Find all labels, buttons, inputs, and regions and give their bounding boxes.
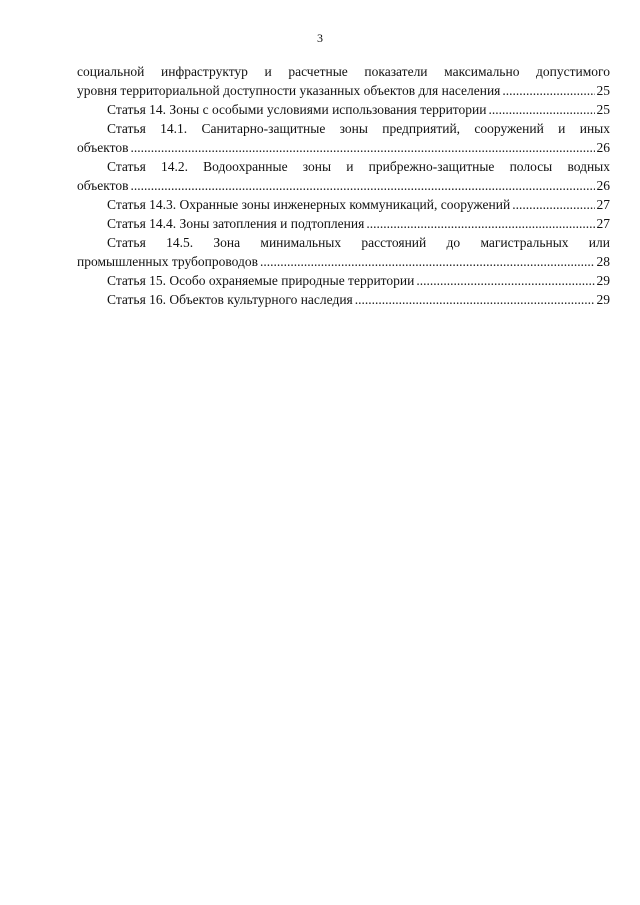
dot-leader xyxy=(366,214,594,233)
toc-entry-last-line xyxy=(77,100,610,119)
toc-entry xyxy=(77,119,610,157)
toc-entry xyxy=(77,195,610,214)
page-number: 3 xyxy=(317,31,323,45)
toc-entry-page: 26 xyxy=(596,178,610,193)
toc-entry-text-line: социальной инфраструктур и расчетные показатели максимально допустимого xyxy=(77,64,610,79)
dot-leader xyxy=(130,176,594,195)
toc-entry-last-line xyxy=(77,176,610,195)
toc-entry-title: уровня территориальной доступности указанных объектов для населения xyxy=(77,83,501,98)
toc-entry-title: Статья 15. Особо охраняемые природные территории xyxy=(107,273,415,288)
toc-entry-page: 28 xyxy=(596,254,610,269)
toc-entry-text-line: Статья 14.5. Зона минимальных расстояний до магистральных или xyxy=(107,235,610,250)
toc-entry-last-line xyxy=(77,290,610,309)
toc-entry-title: Статья 14. Зоны с особыми условиями использования территории xyxy=(107,102,487,117)
toc-entry xyxy=(77,214,610,233)
toc-entry-title: Статья 14.4. Зоны затопления и подтопления xyxy=(107,216,365,231)
table-of-contents xyxy=(77,62,610,309)
toc-entry-title: промышленных трубопроводов xyxy=(77,254,259,269)
dot-leader xyxy=(488,100,594,119)
toc-entry-title: Статья 14.3. Охранные зоны инженерных коммуникаций, сооружений xyxy=(107,197,511,212)
toc-entry-last-line xyxy=(77,195,610,214)
toc-entry-page: 27 xyxy=(596,197,610,212)
toc-entry xyxy=(77,100,610,119)
toc-entry xyxy=(77,290,610,309)
dot-leader xyxy=(512,195,594,214)
dot-leader xyxy=(355,290,595,309)
dot-leader xyxy=(130,138,594,157)
dot-leader xyxy=(416,271,594,290)
dot-leader xyxy=(502,81,594,100)
toc-entry-page: 29 xyxy=(596,273,610,288)
toc-entry xyxy=(77,233,610,271)
toc-entry xyxy=(77,157,610,195)
toc-entry-page: 26 xyxy=(596,140,610,155)
toc-entry-text-line: Статья 14.2. Водоохранные зоны и прибрежно-защитные полосы водных xyxy=(107,159,610,174)
toc-entry-last-line xyxy=(77,271,610,290)
toc-entry-last-line xyxy=(77,81,610,100)
toc-entry-last-line xyxy=(77,252,610,271)
toc-entry xyxy=(77,62,610,100)
dot-leader xyxy=(260,252,594,271)
toc-entry-page: 27 xyxy=(596,216,610,231)
toc-entry-page: 25 xyxy=(596,102,610,117)
toc-entry-last-line xyxy=(77,214,610,233)
toc-entry-text-line: Статья 14.1. Санитарно-защитные зоны предприятий, сооружений и иных xyxy=(107,121,610,136)
toc-entry-page: 25 xyxy=(596,83,610,98)
toc-entry-title: объектов xyxy=(77,140,129,155)
toc-entry-last-line xyxy=(77,138,610,157)
toc-entry-title: Статья 16. Объектов культурного наследия xyxy=(107,292,353,307)
toc-entry xyxy=(77,271,610,290)
toc-entry-page: 29 xyxy=(596,292,610,307)
toc-entry-title: объектов xyxy=(77,178,129,193)
